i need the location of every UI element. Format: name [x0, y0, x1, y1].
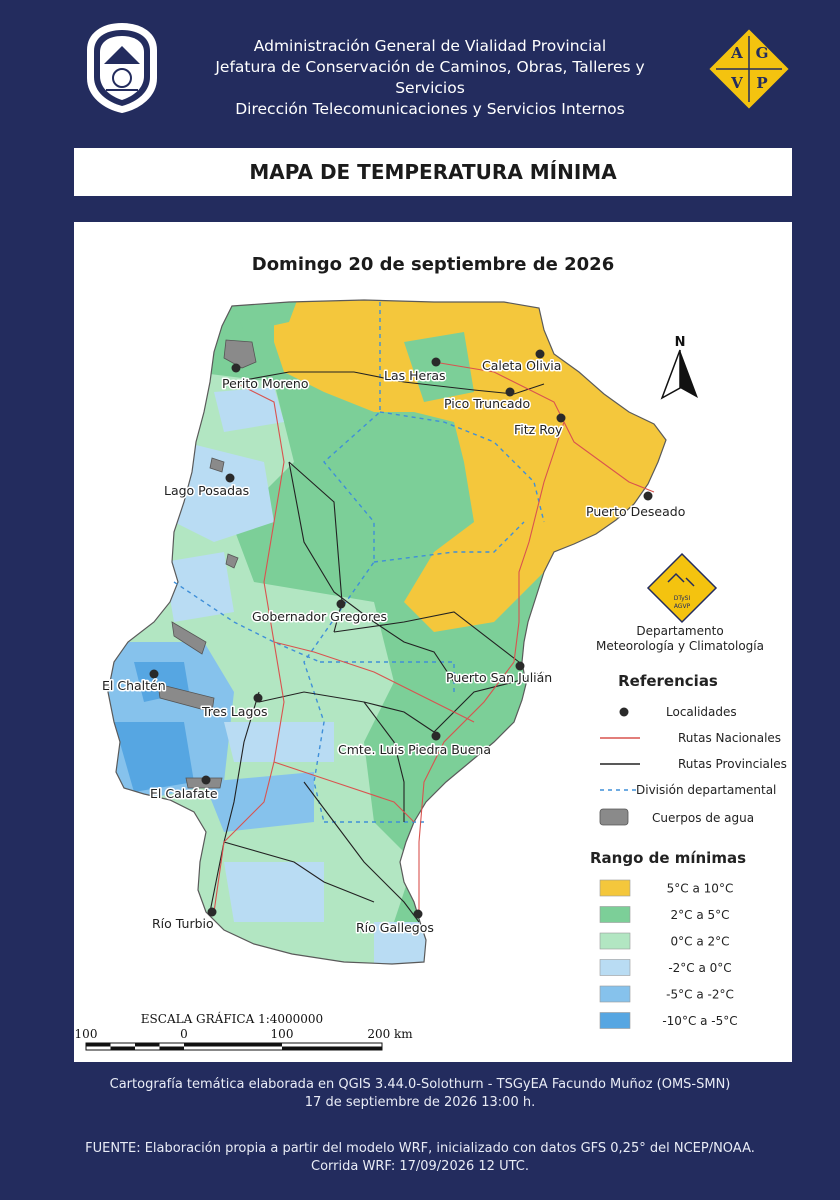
locality-label: Fitz Roy: [514, 422, 563, 437]
map-canvas: [74, 222, 792, 1062]
department-name-line-2: Meteorología y Climatología: [595, 639, 765, 653]
legend-item-division: División departamental: [636, 783, 777, 797]
header-line-1: Administración General de Vialidad Provincial: [253, 37, 607, 55]
scale-tick-label: 200 km: [367, 1027, 413, 1041]
locality-label: Perito Moreno: [222, 376, 309, 391]
locality-label: Río Turbio: [152, 916, 214, 931]
locality-label: El Calafate: [150, 786, 218, 801]
locality-label: Pico Truncado: [444, 396, 531, 411]
scale-tick-label: 0: [180, 1027, 188, 1041]
footer-line-2: 17 de septiembre de 2026 13:00 h.: [304, 1095, 536, 1110]
department-logo: [648, 554, 716, 622]
locality-label: Gobernador Gregores: [252, 609, 388, 624]
locality-label: Puerto San Julián: [446, 670, 553, 685]
scale-tick-label: 100: [270, 1027, 294, 1041]
north-arrow-icon: [662, 335, 698, 398]
legend-item-water: Cuerpos de agua: [652, 811, 755, 825]
locality-label: Las Heras: [384, 368, 446, 383]
agvp-logo: [706, 26, 792, 112]
scale-title: ESCALA GRÁFICA 1:4000000: [140, 1012, 324, 1026]
department-logo-text-1: DTySI: [673, 595, 691, 602]
locality-dot-lago-posadas: [226, 474, 235, 483]
header-line-3: Dirección Telecomunicaciones y Servicios Internos: [235, 100, 625, 118]
locality-label: El Chaltén: [102, 678, 166, 693]
locality-dot-rio-gallegos: [414, 910, 423, 919]
department-logo-text-2: AGVP: [673, 603, 691, 610]
locality-dot-las-heras: [432, 358, 441, 367]
legend-range-label: -5°C a -2°C: [666, 987, 734, 1002]
map-panel: [74, 222, 792, 1062]
footer-line-1: Cartografía temática elaborada en QGIS 3.44.0-Solothurn - TSGyEA Facundo Muñoz (OMS-SMN): [109, 1077, 731, 1092]
legend-item-localities: Localidades: [666, 705, 737, 719]
legend: [590, 672, 787, 867]
agvp-letter-v: V: [731, 74, 743, 92]
locality-label: Cmte. Luis Piedra Buena: [338, 742, 491, 757]
footer-line-4: Corrida WRF: 17/09/2026 12 UTC.: [311, 1159, 529, 1174]
footer-source: [0, 1140, 840, 1176]
locality-label: Tres Lagos: [202, 704, 268, 719]
scale-tick-label: 100: [74, 1027, 98, 1041]
legend-title: Referencias: [618, 672, 718, 690]
range-legend: [600, 880, 738, 1029]
agvp-letter-a: A: [731, 44, 743, 62]
locality-dot-puerto-deseado: [644, 492, 653, 501]
legend-range-swatch: [600, 933, 630, 949]
provincial-seal-logo: [84, 20, 160, 114]
page-title: MAPA DE TEMPERATURA MÍNIMA: [74, 148, 792, 196]
legend-range-label: -10°C a -5°C: [662, 1014, 738, 1028]
locality-label: Lago Posadas: [164, 483, 250, 498]
north-label: N: [674, 335, 686, 350]
scale-bar: [75, 1011, 414, 1050]
footer-credits: [0, 1076, 840, 1112]
legend-range-label: 0°C a 2°C: [670, 934, 730, 949]
locality-label: Caleta Olivia: [482, 358, 562, 373]
legend-range-swatch: [600, 907, 630, 923]
footer-line-3: FUENTE: Elaboración propia a partir del modelo WRF, inicializado con datos GFS 0,25° del NCEP/NOAA.: [85, 1141, 755, 1156]
legend-item-provincial-routes: Rutas Provinciales: [678, 757, 787, 771]
legend-range-label: 2°C a 5°C: [670, 908, 730, 922]
legend-range-swatch: [600, 1013, 630, 1029]
locality-dot-tres-lagos: [254, 694, 263, 703]
legend-item-national-routes: Rutas Nacionales: [678, 731, 782, 745]
legend-range-swatch: [600, 986, 630, 1002]
legend-water-symbol: [600, 809, 628, 825]
header-text: [180, 36, 680, 120]
locality-dot-gobernador-gregores: [337, 600, 346, 609]
agvp-letter-p: P: [756, 74, 768, 92]
legend-range-label: 5°C a 10°C: [666, 881, 734, 896]
legend-range-swatch: [600, 880, 630, 896]
legend-range-label: -2°C a 0°C: [668, 961, 732, 975]
legend-range-swatch: [600, 960, 630, 976]
agvp-letter-g: G: [755, 44, 769, 62]
header-line-2: Jefatura de Conservación de Caminos, Obras, Talleres y Servicios: [215, 58, 645, 97]
map-date-title: Domingo 20 de septiembre de 2026: [251, 254, 615, 275]
locality-dot-cmte-luis-piedra-buena: [432, 732, 441, 741]
locality-dot-el-calafate: [202, 776, 211, 785]
legend-range-title: Rango de mínimas: [589, 849, 747, 867]
locality-label: Puerto Deseado: [586, 504, 686, 519]
locality-dot-perito-moreno: [232, 364, 241, 373]
locality-label: Río Gallegos: [356, 920, 434, 935]
legend-locality-symbol: [620, 708, 629, 717]
department-name-line-1: Departamento: [636, 624, 724, 638]
